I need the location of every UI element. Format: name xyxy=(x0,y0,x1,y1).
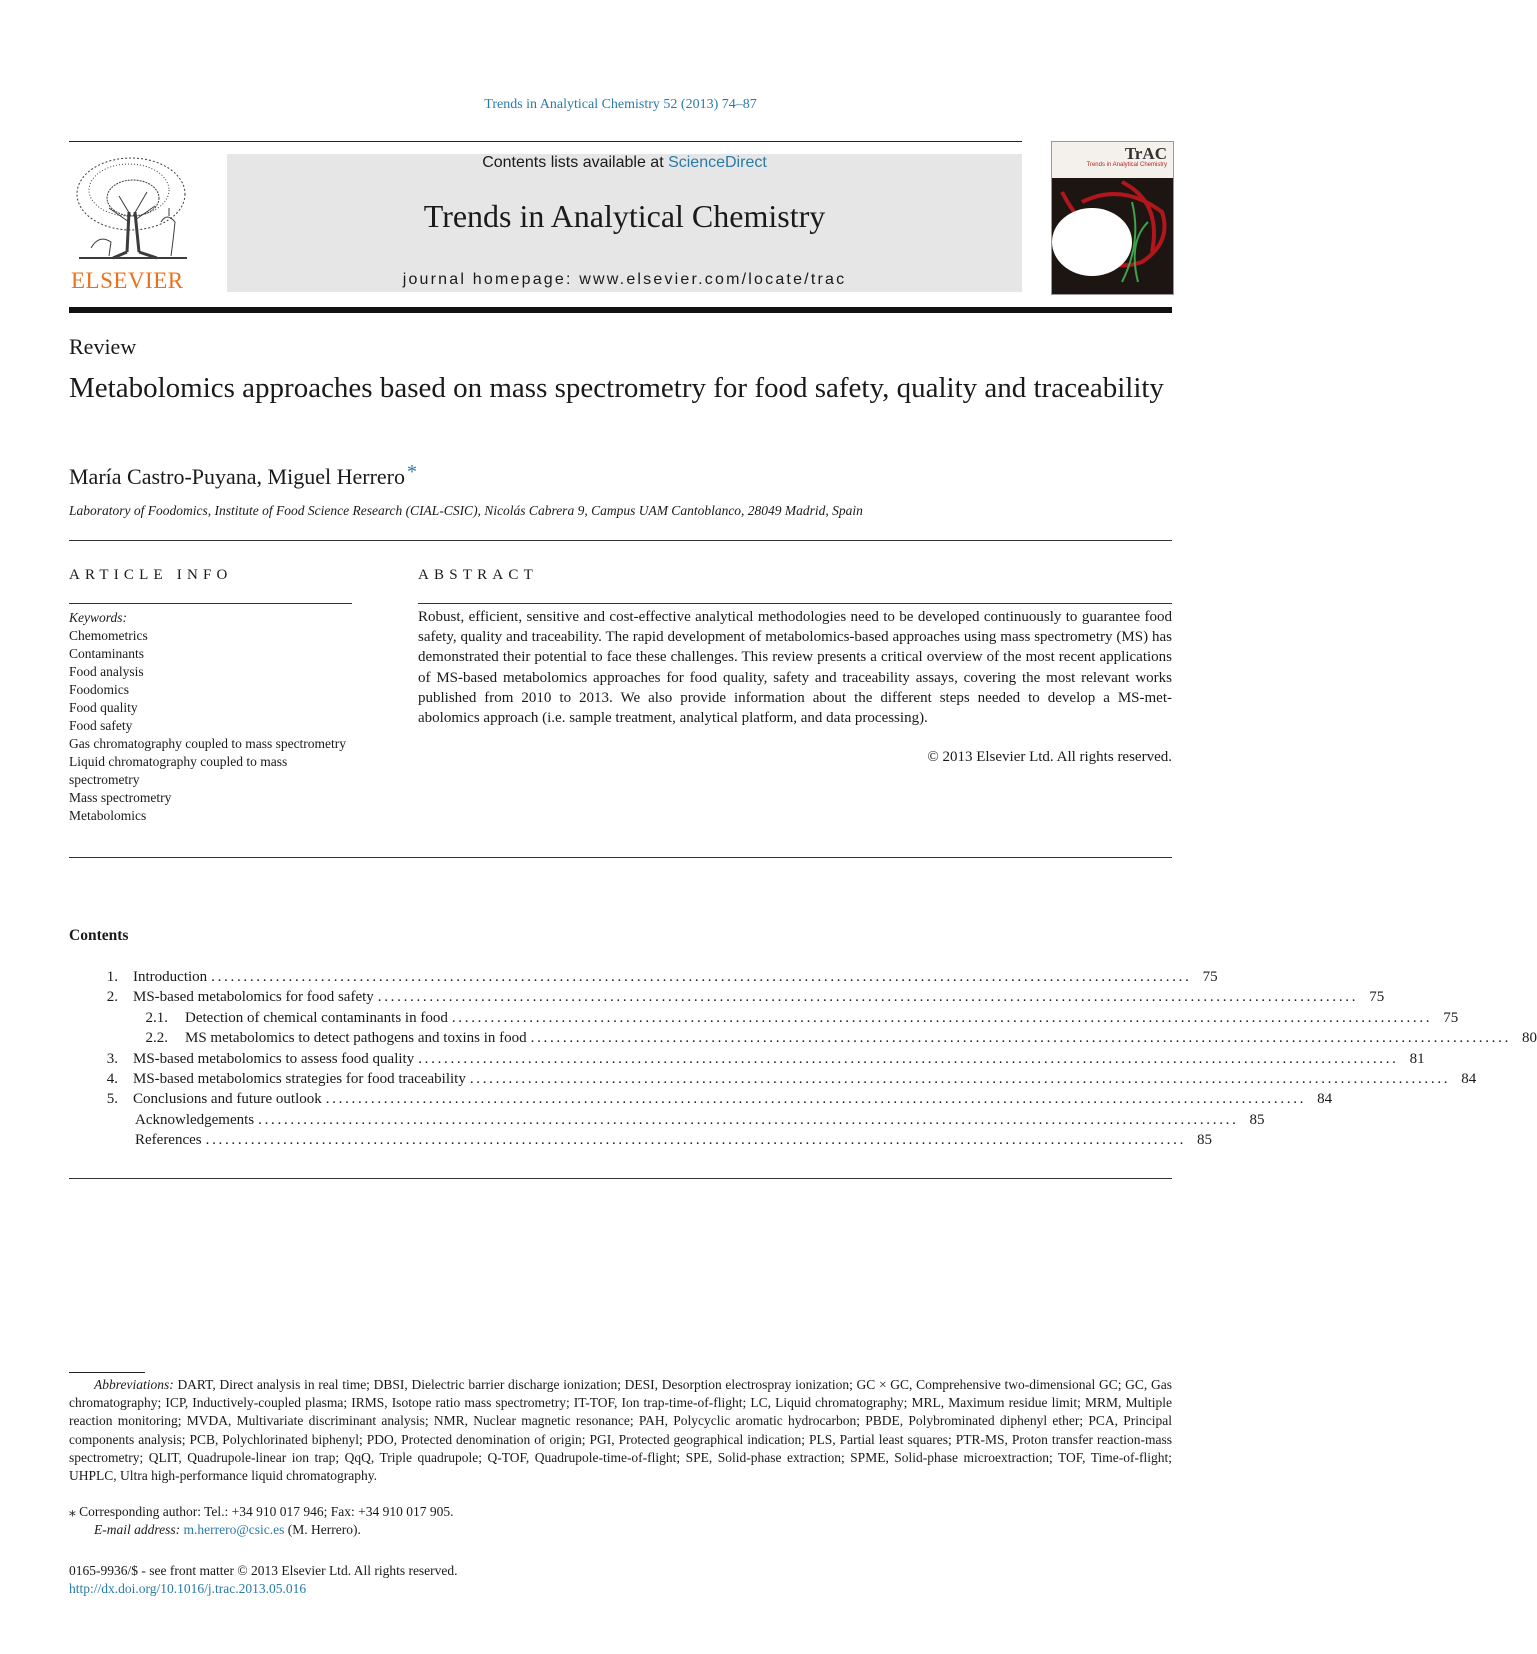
toc-entry[interactable] xyxy=(69,987,1385,1007)
toc-page: 75 xyxy=(1369,989,1385,1006)
keyword: Contaminants xyxy=(69,646,144,661)
divider xyxy=(69,540,1172,541)
keywords-list xyxy=(69,609,352,825)
sciencedirect-link[interactable]: ScienceDirect xyxy=(668,154,767,171)
toc-title: Detection of chemical contaminants in food xyxy=(185,1009,448,1026)
toc-number: 3. xyxy=(106,1050,118,1067)
journal-title: Trends in Analytical Chemistry xyxy=(423,198,826,234)
article-info-heading: ARTICLE INFO xyxy=(69,567,233,583)
abbreviations-label: Abbreviations: xyxy=(94,1377,174,1392)
toc-title: Conclusions and future outlook xyxy=(133,1091,322,1108)
keyword: Liquid chromatography coupled to mass spectrometry xyxy=(69,754,288,787)
abbreviations-text: DART, Direct analysis in real time; DBSI, Dielectric barrier discharge ionization; DESI, Desorption electrospray ionization; GC × GC, Comprehensive two-dimensional GC; GC, Gas chromatography; ICP, Inductively-coupled plasma; IRMS, Isotope ratio mass spectrometry; IT-TOF, Ion trap-time-of-flight; LC, Liquid chromatography; MRL, Maximum residue limit; MRM, Multiple reaction monitoring; MVDA, Multivariate discriminant analysis; NMR, Nuclear magnetic resonance; PAH, Polycyclic aromatic hydrocarbon; PBDE, Polybrominated diphenyl ether; PCA, Principal components analysis; PCB, Polychlorinated biphenyl; PDO, Protected denomination of origin; PGI, Protected geographical indication; PLS, Partial least squares; PTR-MS, Proton transfer reaction-mass spectrometry; QLIT, Quadrupole-linear ion trap; QqQ, Triple quadrupole; Q-TOF, Quadrupole-time-of-flight; SPE, Solid-phase extraction; SPME, Solid-phase microextraction; TOF, Time-of-flight; UHPLC, Ultra high-performance liquid chromatography. xyxy=(69,1377,1172,1484)
toc-entry[interactable] xyxy=(69,1130,1213,1150)
toc-page: 81 xyxy=(1409,1050,1425,1067)
toc-entry[interactable] xyxy=(69,1069,1477,1089)
toc-number: 4. xyxy=(106,1070,118,1087)
toc-entry[interactable] xyxy=(69,1008,1459,1028)
corresponding-author-footnote: ⁎ Corresponding author: Tel.: +34 910 017 946; Fax: +34 910 017 905. xyxy=(69,1504,454,1519)
toc-title: MS-based metabolomics for food safety xyxy=(133,989,374,1006)
toc-title: MS-based metabolomics strategies for food traceability xyxy=(133,1070,466,1087)
toc-number: 2.2. xyxy=(145,1030,168,1047)
toc-page: 84 xyxy=(1461,1070,1477,1087)
toc-page: 75 xyxy=(1443,1009,1459,1026)
divider xyxy=(69,603,352,604)
email-link[interactable]: m.herrero@csic.es xyxy=(183,1522,285,1537)
email-label: E-mail address: xyxy=(94,1522,181,1537)
header-thick-rule xyxy=(69,307,1172,313)
toc-leader: ........................................................................................................................................................ xyxy=(530,1030,1512,1047)
toc-entry[interactable] xyxy=(69,1049,1425,1069)
toc-page: 84 xyxy=(1317,1091,1333,1108)
toc-title: MS-based metabolomics to assess food quality xyxy=(133,1050,415,1067)
toc-leader: ........................................................................................................................................................ xyxy=(258,1111,1239,1128)
toc-leader: ........................................................................................................................................................ xyxy=(451,1009,1433,1026)
toc-entry[interactable] xyxy=(69,967,1218,987)
keyword: Metabolomics xyxy=(69,808,147,823)
article-type: Review xyxy=(69,334,137,359)
affiliation: Laboratory of Foodomics, Institute of Food Science Research (CIAL-CSIC), Nicolás Cabrera 9, Campus UAM Cantoblanco, 28049 Madrid, Spain xyxy=(69,503,863,518)
doi-link[interactable]: http://dx.doi.org/10.1016/j.trac.2013.05.016 xyxy=(69,1581,307,1596)
toc-number: 2.1. xyxy=(145,1009,168,1026)
abstract-copyright: © 2013 Elsevier Ltd. All rights reserved. xyxy=(927,749,1172,765)
journal-cover-image xyxy=(1051,141,1174,295)
abstract-text xyxy=(418,607,1172,728)
keyword: Food safety xyxy=(69,718,133,733)
table-of-contents xyxy=(69,967,1537,1151)
toc-leader: ........................................................................................................................................................ xyxy=(205,1132,1187,1149)
journal-homepage[interactable]: journal homepage: www.elsevier.com/locate/trac xyxy=(402,271,847,288)
toc-number: 1. xyxy=(106,969,118,985)
toc-page: 85 xyxy=(1197,1132,1213,1149)
keyword: Foodomics xyxy=(69,682,130,697)
contents-available-line xyxy=(227,154,1022,172)
abstract-body: Robust, efficient, sensitive and cost-effective analytical methodologies need to be developed continuously to guarantee food safety, quality and traceability. The rapid development of metabolomics-based approaches using mass spectrometry (MS) has demonstrated their potential to face these challenges. This review presents a critical overview of the most recent applications of MS-based metabolomics approaches for food quality, safety and traceability assays, covering the most relevant works published from 2010 to 2013. We also provide information about the different steps needed to develop a MS-met- xyxy=(418,609,1172,706)
keywords-label: Keywords: xyxy=(69,610,127,625)
author-list xyxy=(69,461,417,490)
toc-title: Acknowledgements xyxy=(135,1111,255,1128)
keyword: Food analysis xyxy=(69,664,144,679)
toc-entry[interactable] xyxy=(69,1110,1265,1130)
toc-leader: ........................................................................................................................................................ xyxy=(211,969,1192,985)
toc-page: 80 xyxy=(1522,1030,1537,1047)
divider xyxy=(69,857,1172,858)
contents-heading: Contents xyxy=(69,927,129,944)
toc-page: 85 xyxy=(1249,1111,1265,1128)
abstract-heading: ABSTRACT xyxy=(418,567,538,583)
divider xyxy=(418,603,1172,604)
article-title: Metabolomics approaches based on mass spectrometry for food safety, quality and traceability xyxy=(69,372,1164,404)
toc-title: MS metabolomics to detect pathogens and toxins in food xyxy=(185,1030,527,1047)
abstract-body-last: abolomics approach (i.e. sample treatment, analytical platform, and data processing). xyxy=(418,710,928,727)
toc-entry[interactable] xyxy=(69,1089,1333,1109)
footnote-rule xyxy=(69,1372,145,1373)
journal-reference[interactable]: Trends in Analytical Chemistry 52 (2013) 74–87 xyxy=(484,97,757,112)
divider xyxy=(69,1178,1172,1179)
toc-title: References xyxy=(135,1132,202,1149)
email-footnote xyxy=(94,1522,361,1538)
corresponding-author-mark[interactable]: * xyxy=(407,461,418,483)
keyword: Gas chromatography coupled to mass spectrometry xyxy=(69,736,347,751)
toc-leader: ........................................................................................................................................................ xyxy=(325,1091,1307,1108)
top-rule xyxy=(69,141,1022,142)
toc-leader: ........................................................................................................................................................ xyxy=(418,1050,1399,1067)
keyword: Chemometrics xyxy=(69,628,148,643)
keyword: Mass spectrometry xyxy=(69,790,172,805)
keyword: Food quality xyxy=(69,700,138,715)
toc-number: 2. xyxy=(106,989,118,1006)
cover-subtitle: Trends in Analytical Chemistry xyxy=(1086,162,1167,168)
abbreviations-footnote xyxy=(69,1376,1172,1485)
toc-page: 75 xyxy=(1202,969,1218,985)
issn-line: 0165-9936/$ - see front matter © 2013 Elsevier Ltd. All rights reserved. xyxy=(69,1563,458,1578)
cover-title: TrAC xyxy=(1124,144,1167,163)
contents-prefix: Contents lists available at xyxy=(482,154,669,171)
toc-leader: ........................................................................................................................................................ xyxy=(377,989,1359,1006)
authors-names: María Castro-Puyana, Miguel Herrero xyxy=(69,464,406,489)
email-suffix: (M. Herrero). xyxy=(284,1522,361,1537)
toc-number: 5. xyxy=(106,1091,118,1108)
toc-title: Introduction xyxy=(133,969,208,985)
toc-entry[interactable] xyxy=(69,1028,1537,1048)
elsevier-wordmark: ELSEVIER xyxy=(71,268,184,293)
toc-leader: ........................................................................................................................................................ xyxy=(469,1070,1451,1087)
